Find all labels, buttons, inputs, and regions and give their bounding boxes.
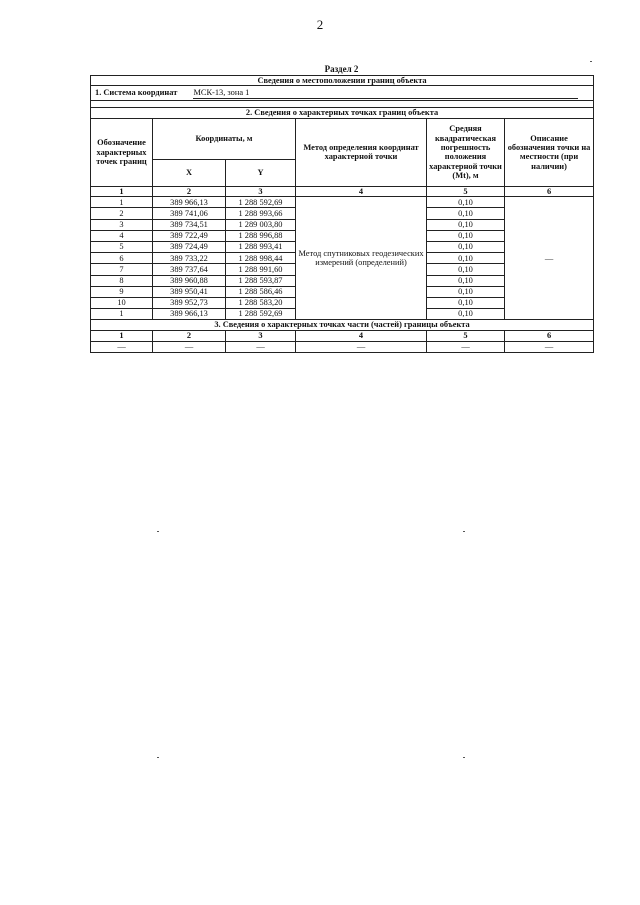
description-cell: —: [505, 197, 594, 320]
point-number-cell: 1: [91, 197, 153, 208]
part3-col-numbers-row: [91, 330, 594, 341]
header-error: Средняя квадратическая погрешность положения характерной точки (Mt), м: [427, 118, 505, 186]
x-coordinate-cell: 389 734,51: [153, 219, 226, 230]
coord-system-row: [91, 86, 594, 101]
accuracy-cell: 0,10: [427, 241, 505, 252]
method-cell: Метод спутниковых геодезических измерений (определений): [296, 197, 427, 320]
accuracy-cell: 0,10: [427, 286, 505, 297]
x-coordinate-cell: 389 960,88: [153, 275, 226, 286]
point-number-cell: 3: [91, 219, 153, 230]
x-coordinate-cell: 389 733,22: [153, 253, 226, 264]
part3-title: 3. Сведения о характерных точках части (частей) границы объекта: [91, 320, 594, 330]
part3-value-cell: —: [296, 341, 427, 352]
x-coordinate-cell: 389 952,73: [153, 297, 226, 308]
x-coordinate-cell: 389 741,06: [153, 208, 226, 219]
x-coordinate-cell: 389 724,49: [153, 241, 226, 252]
y-coordinate-cell: 1 288 586,46: [226, 286, 296, 297]
page-number: 2: [316, 17, 324, 32]
point-number-cell: 7: [91, 264, 153, 275]
col-number-4: 4: [296, 186, 427, 196]
point-number-cell: 4: [91, 230, 153, 241]
col-number-2: 2: [153, 186, 226, 196]
y-coordinate-cell: 1 288 593,87: [226, 275, 296, 286]
part3-col-number: 4: [296, 330, 427, 341]
col-number-5: 5: [427, 186, 505, 196]
scan-speck: [157, 757, 159, 758]
accuracy-cell: 0,10: [427, 197, 505, 208]
header-coordinates: Координаты, м: [153, 118, 296, 159]
y-coordinate-cell: 1 288 991,60: [226, 264, 296, 275]
header-y: Y: [226, 159, 296, 186]
scan-speck: [157, 531, 159, 532]
part2-title: 2. Сведения о характерных точках границ объекта: [91, 108, 594, 118]
accuracy-cell: 0,10: [427, 275, 505, 286]
part3-value-cell: —: [91, 341, 153, 352]
accuracy-cell: 0,10: [427, 309, 505, 320]
y-coordinate-cell: 1 288 583,20: [226, 297, 296, 308]
part3-value-cell: —: [427, 341, 505, 352]
header-point-designation: Обозначение характерных точек границ: [91, 118, 153, 186]
x-coordinate-cell: 389 722,49: [153, 230, 226, 241]
y-coordinate-cell: 1 288 993,66: [226, 208, 296, 219]
scan-speck: [463, 757, 465, 758]
accuracy-cell: 0,10: [427, 264, 505, 275]
x-coordinate-cell: 389 737,64: [153, 264, 226, 275]
part3-col-number: 3: [226, 330, 296, 341]
x-coordinate-cell: 389 966,13: [153, 197, 226, 208]
section-title: Раздел 2: [324, 64, 359, 74]
x-coordinate-cell: 389 966,13: [153, 309, 226, 320]
y-coordinate-cell: 1 288 592,69: [226, 309, 296, 320]
scan-speck: [590, 61, 592, 62]
header-x: X: [153, 159, 226, 186]
y-coordinate-cell: 1 289 003,80: [226, 219, 296, 230]
point-number-cell: 6: [91, 253, 153, 264]
accuracy-cell: 0,10: [427, 219, 505, 230]
part3-values-row: [91, 341, 594, 352]
part3-col-number: 2: [153, 330, 226, 341]
part3-title-row: [91, 320, 594, 330]
y-coordinate-cell: 1 288 996,88: [226, 230, 296, 241]
header-description: Описание обозначения точки на местности (при наличии): [505, 118, 594, 186]
spacer-row: [91, 101, 594, 108]
table-row: [91, 197, 594, 208]
scan-speck: [463, 531, 465, 532]
point-number-cell: 2: [91, 208, 153, 219]
accuracy-cell: 0,10: [427, 230, 505, 241]
part3-col-number: 5: [427, 330, 505, 341]
part3-value-cell: —: [505, 341, 594, 352]
part3-value-cell: —: [226, 341, 296, 352]
point-number-cell: 5: [91, 241, 153, 252]
point-number-cell: 10: [91, 297, 153, 308]
col-number-1: 1: [91, 186, 153, 196]
y-coordinate-cell: 1 288 592,69: [226, 197, 296, 208]
coord-system-value: МСК-13, зона 1: [193, 88, 578, 98]
col-number-3: 3: [226, 186, 296, 196]
accuracy-cell: 0,10: [427, 208, 505, 219]
col-number-6: 6: [505, 186, 594, 196]
part1-title: Сведения о местоположении границ объекта: [91, 76, 594, 86]
point-number-cell: 1: [91, 309, 153, 320]
point-number-cell: 8: [91, 275, 153, 286]
x-coordinate-cell: 389 950,41: [153, 286, 226, 297]
y-coordinate-cell: 1 288 993,41: [226, 241, 296, 252]
part3-col-number: 1: [91, 330, 153, 341]
part3-col-number: 6: [505, 330, 594, 341]
part3-value-cell: —: [153, 341, 226, 352]
coord-system-label: 1. Система координат: [95, 88, 178, 98]
point-number-cell: 9: [91, 286, 153, 297]
boundary-table: [90, 75, 594, 353]
accuracy-cell: 0,10: [427, 297, 505, 308]
accuracy-cell: 0,10: [427, 253, 505, 264]
header-method: Метод определения координат характерной точки: [296, 118, 427, 186]
y-coordinate-cell: 1 288 998,44: [226, 253, 296, 264]
